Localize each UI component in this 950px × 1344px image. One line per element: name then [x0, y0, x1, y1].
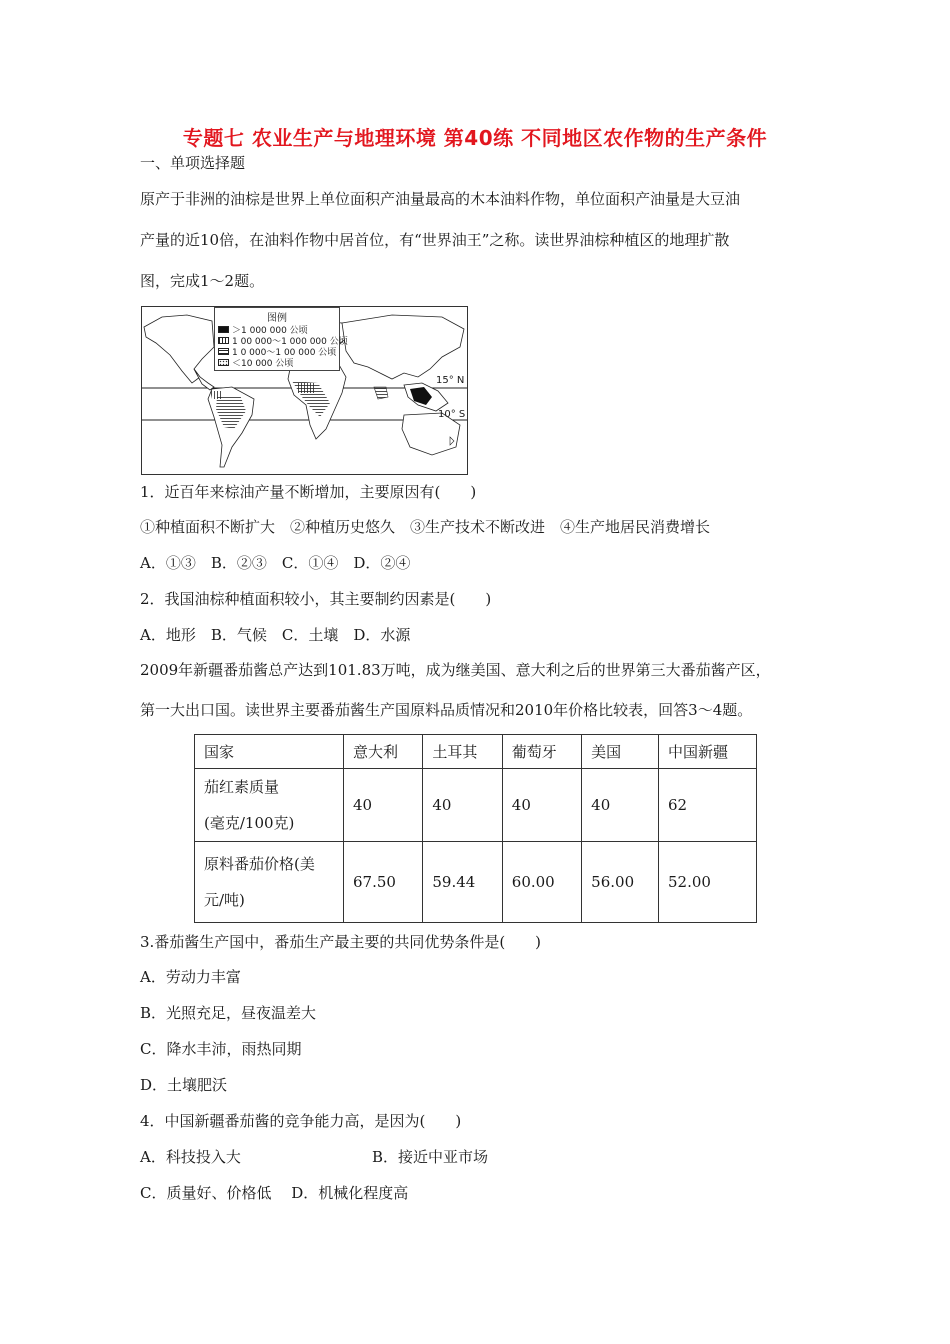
- latitude-label-15n: 15° N: [436, 375, 465, 386]
- row-label-line: 原料番茄价格(美: [204, 855, 315, 873]
- legend-label: ＜10 000 公顷: [232, 359, 294, 369]
- oil-palm-world-map: [141, 306, 468, 475]
- legend-label: ＞1 000 000 公顷: [232, 326, 308, 336]
- question-4-option-a: A．科技投入大: [140, 1148, 241, 1166]
- question-3-option-b: B．光照充足，昼夜温差大: [140, 1004, 317, 1022]
- intro-paragraph-line: 2009年新疆番茄酱总产达到101.83万吨，成为继美国、意大利之后的世界第三大番茄酱产区，: [140, 661, 771, 679]
- row-label-line: 茄红素质量: [204, 778, 280, 796]
- question-2-stem: 2．我国油棕种植面积较小，其主要制约因素是( ): [140, 590, 492, 608]
- legend-item: [215, 357, 339, 368]
- table-header-cell: 国家: [195, 735, 344, 769]
- legend-label: 1 00 000～1 000 000 公顷: [232, 337, 348, 347]
- table-cell: 40: [344, 769, 423, 842]
- map-legend: [214, 307, 348, 371]
- question-1-stem: 1．近百年来棕油产量不断增加，主要原因有( ): [140, 483, 477, 501]
- table-header-row: [195, 735, 757, 769]
- table-header-cell: 葡萄牙: [502, 735, 581, 769]
- table-cell: 62: [659, 769, 757, 842]
- question-3-option-c: C．降水丰沛，雨热同期: [140, 1040, 302, 1058]
- table-cell: 40: [582, 769, 659, 842]
- legend-label: 1 0 000～1 00 000 公顷: [232, 348, 337, 358]
- table-cell: 67.50: [344, 842, 423, 923]
- table-row: [195, 842, 757, 923]
- table-row: [195, 769, 757, 842]
- table-cell: 56.00: [582, 842, 659, 923]
- intro-paragraph-line: 产量的近10倍，在油料作物中居首位，有“世界油王”之称。读世界油棕种植区的地理扩散: [140, 231, 730, 249]
- question-4-stem: 4．中国新疆番茄酱的竞争能力高，是因为( ): [140, 1112, 462, 1130]
- table-header-cell: 美国: [582, 735, 659, 769]
- table-row-label: [195, 769, 344, 842]
- question-1-options: A．①③ B．②③ C．①④ D．②④: [140, 554, 411, 572]
- legend-swatch-vertical: [218, 337, 229, 344]
- table-row-label: [195, 842, 344, 923]
- intro-paragraph-line: 图，完成1～2题。: [140, 272, 265, 290]
- row-label-line: 元/吨): [204, 891, 245, 909]
- question-4-options-cd: C．质量好、价格低 D．机械化程度高: [140, 1184, 409, 1202]
- table-cell: 40: [423, 769, 502, 842]
- table-cell: 52.00: [659, 842, 757, 923]
- table-cell: 59.44: [423, 842, 502, 923]
- legend-swatch-horizontal: [218, 348, 229, 355]
- question-1-items: ①种植面积不断扩大 ②种植历史悠久 ③生产技术不断改进 ④生产地居民消费增长: [140, 518, 711, 536]
- page-title: 专题七 农业生产与地理环境 第40练 不同地区农作物的生产条件: [182, 126, 768, 150]
- section-heading: 一、单项选择题: [140, 154, 246, 172]
- question-3-option-d: D．土壤肥沃: [140, 1076, 228, 1094]
- latitude-label-10s: 10° S: [438, 409, 466, 420]
- question-3-option-a: A．劳动力丰富: [140, 968, 241, 986]
- question-4-option-b: B．接近中亚市场: [372, 1148, 489, 1166]
- intro-paragraph-line: 原产于非洲的油棕是世界上单位面积产油量最高的木本油料作物，单位面积产油量是大豆油: [140, 190, 741, 208]
- question-3-stem: 3.番茄酱生产国中，番茄生产最主要的共同优势条件是( ): [140, 933, 542, 951]
- question-2-options: A．地形 B．气候 C．土壤 D．水源: [140, 626, 411, 644]
- table-header-cell: 意大利: [344, 735, 423, 769]
- legend-title: 图例: [267, 313, 287, 324]
- table-header-cell: 中国新疆: [659, 735, 757, 769]
- legend-swatch-black: [218, 326, 229, 333]
- intro-paragraph-line: 第一大出口国。读世界主要番茄酱生产国原料品质情况和2010年价格比较表，回答3～4题。: [140, 701, 753, 719]
- legend-swatch-dotted: [218, 359, 229, 366]
- table-cell: 60.00: [502, 842, 581, 923]
- tomato-comparison-table: [194, 734, 757, 923]
- table-cell: 40: [502, 769, 581, 842]
- row-label-line: (毫克/100克): [204, 814, 295, 832]
- table-header-cell: 土耳其: [423, 735, 502, 769]
